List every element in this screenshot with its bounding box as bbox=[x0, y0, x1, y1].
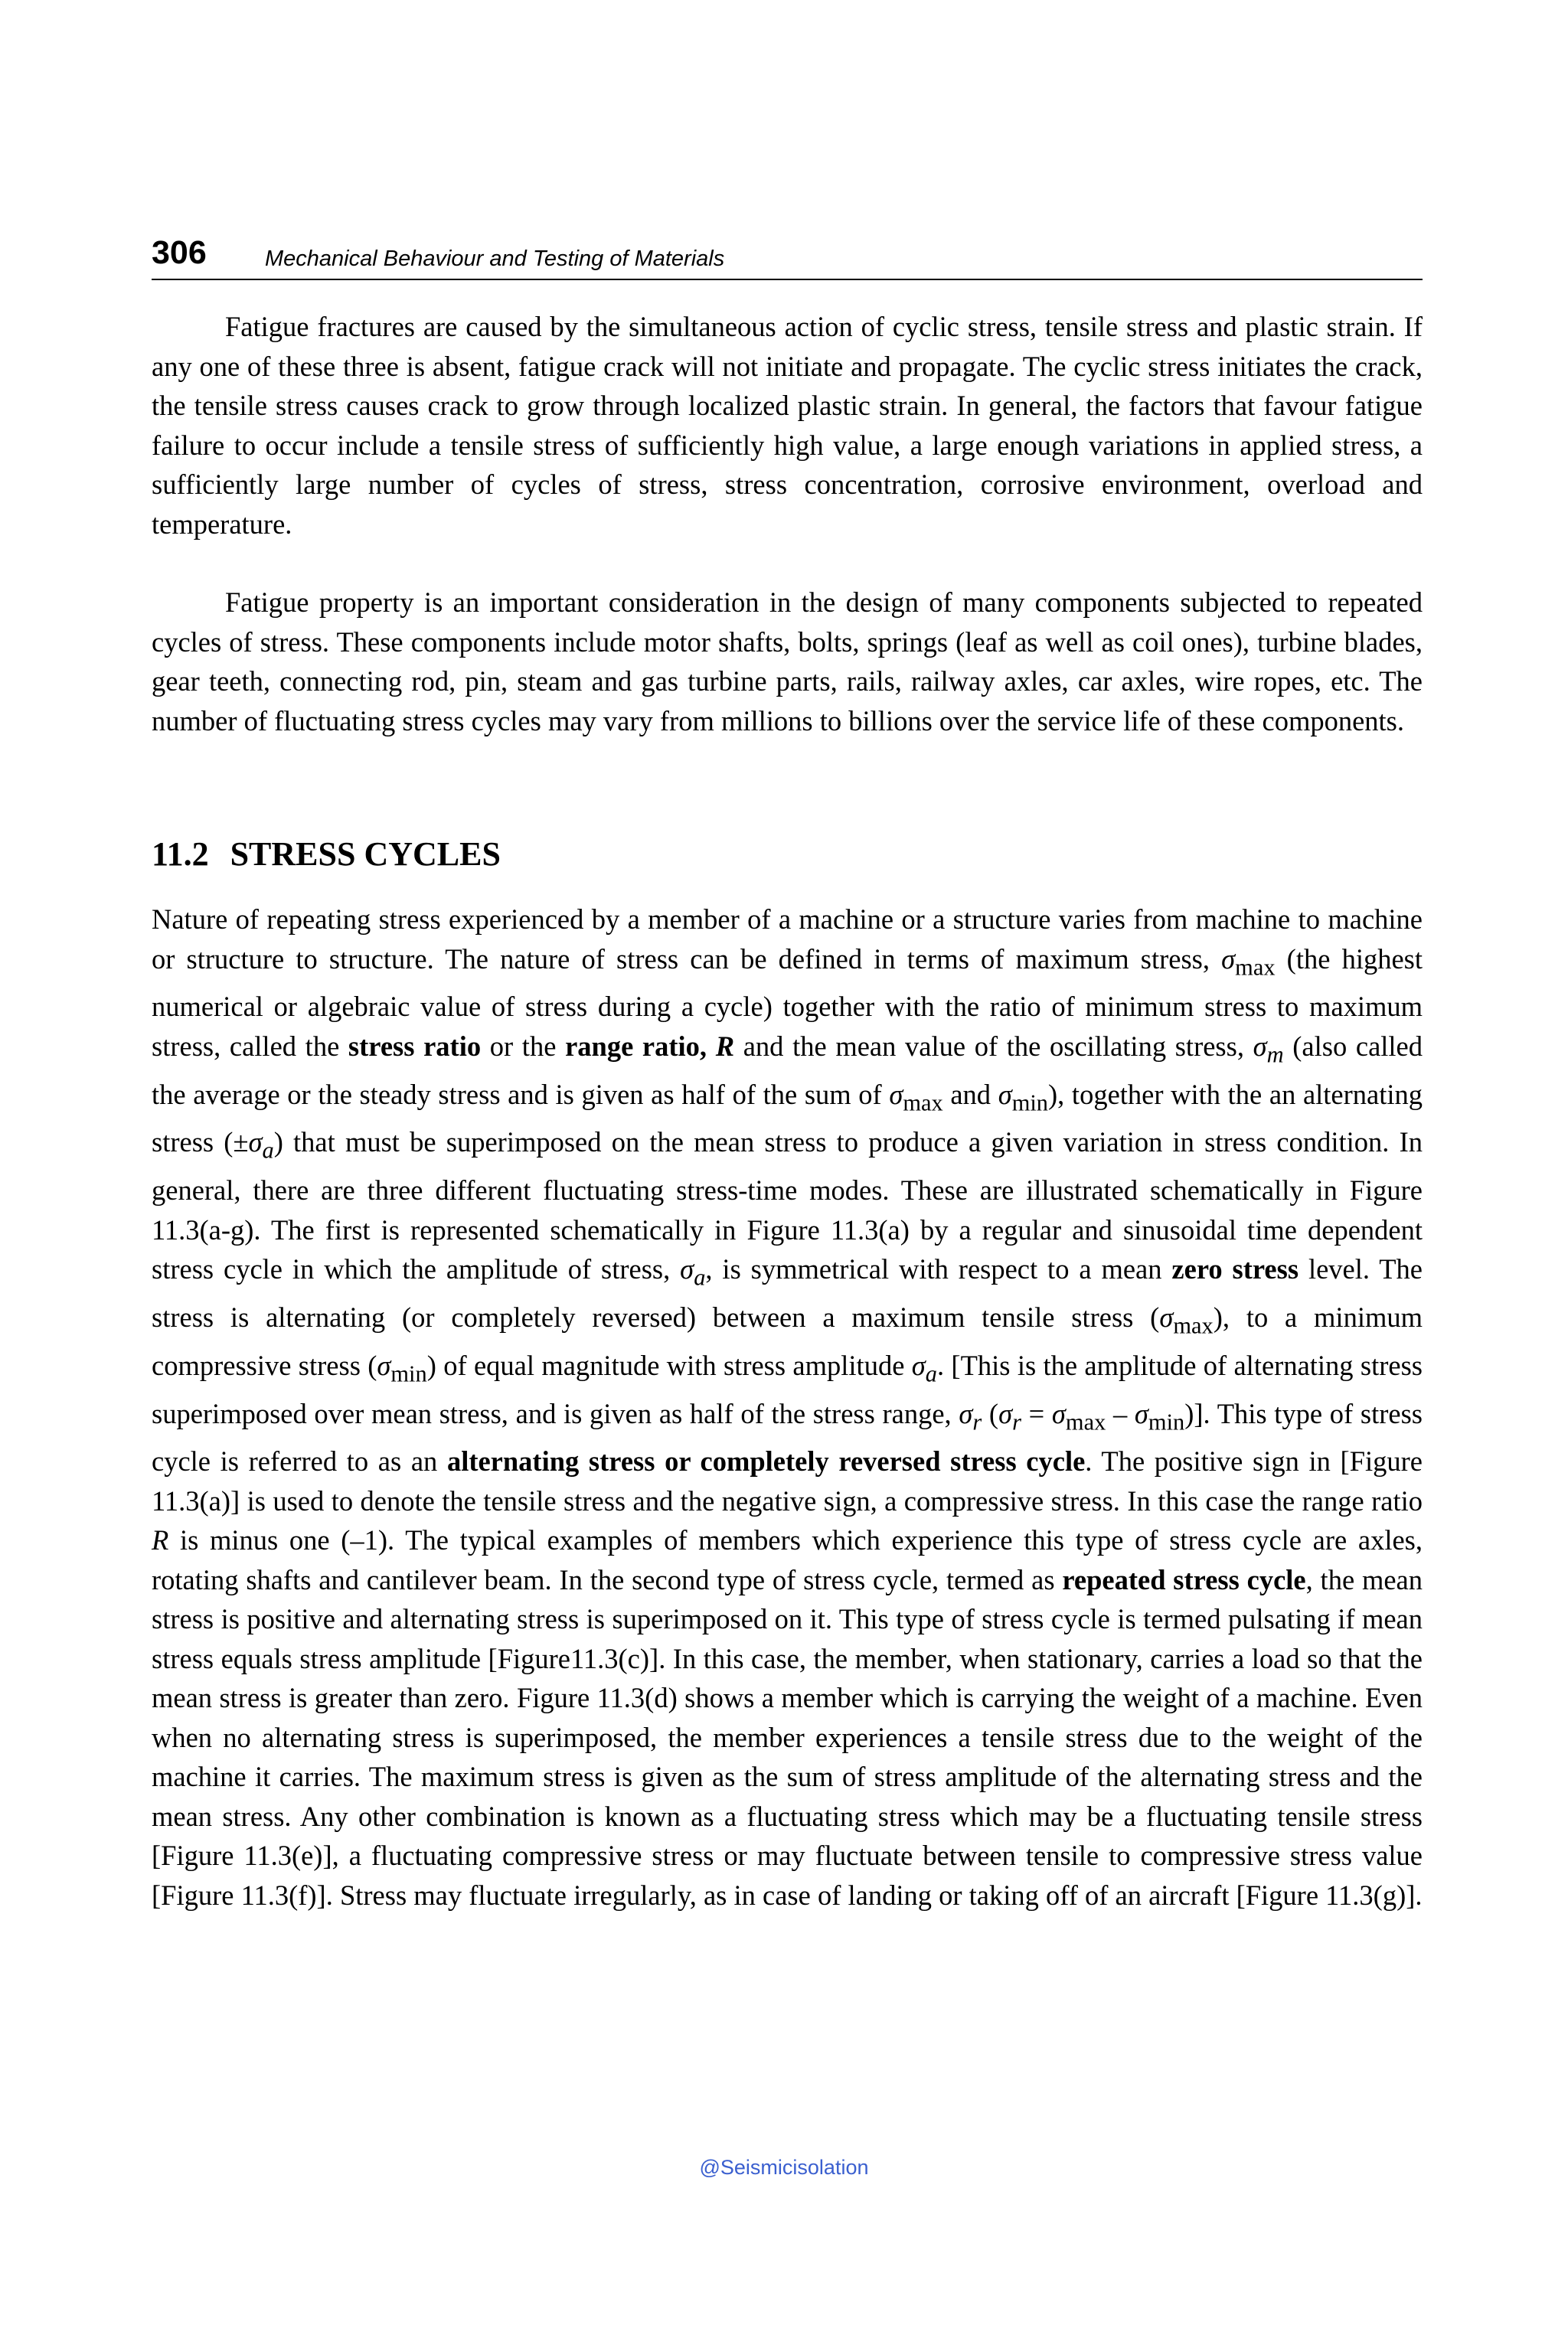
text-run: . [This is the amplitude of alternating stress superimposed over mean stress, and is given as half of the stress range, bbox=[152, 1349, 1423, 1429]
subscript: max bbox=[1235, 953, 1276, 980]
sigma-symbol: σ bbox=[998, 1078, 1012, 1110]
text-run: ), to a minimum compressive stress ( bbox=[152, 1301, 1423, 1381]
text-run: level. The stress is alternating (or completely reversed) between a maximum tensile stress ( bbox=[152, 1253, 1423, 1333]
page-number: 306 bbox=[152, 234, 207, 271]
text-run: , the mean stress is positive and alternating stress is superimposed on it. This type of stress cycle is termed pulsating if mean stress equals stress amplitude [Figure11.3(c)]. In this case, the member, when stationary, carries a load so that the mean stress is greater than zero. Figure 11.3(d) shows a member which is carrying the weight of a machine. Even when no alternating stress is superimposed, the member experiences a tensile stress due to the weight of the machine it carries. The maximum stress is given as the sum of stress amplitude of the alternating stress and the mean stress. Any other combination is known as a fluctuating stress which may be a fluctuating tensile stress [Figure 11.3(e)], a fluctuating compressive stress or may fluctuate between tensile to compressive stress value [Figure 11.3(f)]. Stress may fluctuate irregularly, as in case of landing or taking off of an aircraft [Figure 11.3(g)]. bbox=[152, 1563, 1423, 1911]
bold-term: range ratio, bbox=[565, 1030, 716, 1062]
paragraph-fatigue-causes: Fatigue fractures are caused by the simultaneous action of cyclic stress, tensile stress and plastic strain. If any one of these three is absent, fatigue crack will not initiate and propagate. The cyclic stress initiates the crack, the tensile stress causes crack to grow through localized plastic strain. In general, the factors that favour fatigue failure to occur include a tensile stress of sufficiently high value, a large enough variations in applied stress, a sufficiently large number of cycles of stress, stress concentration, corrosive environment, overload and temperature. bbox=[152, 311, 1423, 540]
subscript: a bbox=[925, 1360, 937, 1387]
bold-term: repeated stress cycle bbox=[1062, 1563, 1306, 1595]
subscript: max bbox=[1173, 1312, 1214, 1339]
sigma-symbol: σ bbox=[1134, 1397, 1148, 1429]
running-header bbox=[152, 231, 1423, 280]
sigma-symbol: σ bbox=[889, 1078, 903, 1110]
subscript: a bbox=[694, 1264, 706, 1291]
text-run: (the highest numerical or algebraic value of stress during a cycle) together with the ratio of minimum stress to maximum stress, called the bbox=[152, 942, 1423, 1062]
sigma-symbol: σ bbox=[1253, 1030, 1267, 1062]
text-run: or the bbox=[481, 1030, 566, 1062]
text-run: is minus one (–1). The typical examples of members which experience this type of stress cycle are axles, rotating shafts and cantilever beam. In the second type of stress cycle, termed as bbox=[152, 1524, 1423, 1595]
subscript: a bbox=[262, 1137, 274, 1164]
book-title: Mechanical Behaviour and Testing of Materials bbox=[265, 247, 725, 271]
text-run: ) of equal magnitude with stress amplitude bbox=[426, 1349, 912, 1381]
paragraph-stress-cycles bbox=[152, 900, 1423, 1915]
text-run: = bbox=[1021, 1397, 1052, 1429]
sigma-symbol: σ bbox=[1051, 1397, 1066, 1429]
text-run: ) that must be superimposed on the mean stress to produce a given variation in stress condition. In general, there are three different fluctuating stress-time modes. These are illustrated schematically in Figure 11.3(a-g). The first is represented schematically in Figure 11.3(a) by a regular and sinusoidal time dependent stress cycle in which the amplitude of stress, bbox=[152, 1126, 1423, 1285]
text-run: ), together with the an alternating stress (± bbox=[152, 1078, 1423, 1158]
text-run: – bbox=[1106, 1397, 1135, 1429]
subscript: r bbox=[972, 1408, 982, 1435]
text-run: , is symmetrical with respect to a mean bbox=[705, 1253, 1172, 1285]
sigma-symbol: σ bbox=[1221, 942, 1236, 975]
bold-term: alternating stress or completely reversed stress cycle bbox=[446, 1445, 1086, 1478]
subscript: min bbox=[1011, 1089, 1049, 1115]
sigma-symbol: σ bbox=[248, 1126, 263, 1158]
watermark: @Seismicisolation bbox=[699, 2156, 869, 2179]
italic-symbol: R bbox=[152, 1524, 169, 1556]
text-run: ( bbox=[982, 1397, 999, 1429]
sigma-symbol: σ bbox=[998, 1397, 1013, 1429]
subscript: max bbox=[903, 1089, 943, 1115]
bold-italic-symbol: R bbox=[715, 1030, 735, 1062]
subscript: m bbox=[1266, 1041, 1284, 1068]
text-run: )]. This type of stress cycle is referred to as an bbox=[152, 1397, 1423, 1478]
text-run: and bbox=[942, 1078, 998, 1110]
text-run: and the mean value of the oscillating stress, bbox=[734, 1030, 1253, 1062]
sigma-symbol: σ bbox=[1159, 1301, 1174, 1333]
subscript: min bbox=[390, 1360, 427, 1387]
section-number: 11.2 bbox=[152, 835, 209, 873]
bold-term: stress ratio bbox=[348, 1030, 482, 1062]
sigma-symbol: σ bbox=[911, 1349, 926, 1381]
bold-term: zero stress bbox=[1171, 1253, 1299, 1285]
sigma-symbol: σ bbox=[959, 1397, 973, 1429]
text-run: . The positive sign in [Figure 11.3(a)] is used to denote the tensile stress and the negative sign, a compressive stress. In this case the range ratio bbox=[152, 1445, 1423, 1517]
subscript: max bbox=[1065, 1408, 1106, 1435]
subscript: min bbox=[1148, 1408, 1185, 1435]
subscript: r bbox=[1012, 1408, 1021, 1435]
text-run: (also called the average or the steady stress and is given as half of the sum of bbox=[152, 1030, 1423, 1110]
section-heading bbox=[152, 834, 501, 874]
section-title: STRESS CYCLES bbox=[230, 835, 501, 873]
text-run: Nature of repeating stress experienced by a member of a machine or a structure varies from machine to machine or structure to structure. The nature of stress can be defined in terms of maximum stress, bbox=[152, 903, 1423, 975]
paragraph-fatigue-components: Fatigue property is an important consideration in the design of many components subjected to repeated cycles of stress. These components include motor shafts, bolts, springs (leaf as well as coil ones), turbine blades, gear teeth, connecting rod, pin, steam and gas turbine parts, rails, railway axles, car axles, wire ropes, etc. The number of fluctuating stress cycles may vary from millions to billions over the service life of these components. bbox=[152, 586, 1423, 736]
sigma-symbol: σ bbox=[377, 1349, 391, 1381]
sigma-symbol: σ bbox=[680, 1253, 694, 1285]
